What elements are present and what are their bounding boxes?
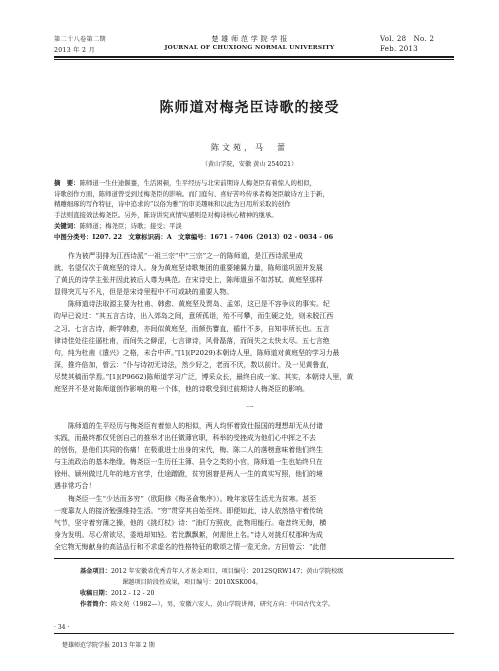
received-date: 2012 - 12 - 20 (110, 590, 155, 597)
text-line: 的创伤，是他们共同的伤痛！在极重进士出身的宋代，梅、陈二人的落榜意味着他们终生 (54, 446, 323, 455)
footer-rule (54, 633, 454, 634)
journal-volume-issue: 第二十八卷第二期 (54, 36, 106, 43)
text-line: 陈师道的生平经历与梅尧臣有着惊人的相似，两人均怀着致仕报国的理想却无从付诸 (68, 422, 323, 430)
journal-volume-en: Vol. 28 No. 2 (380, 35, 435, 43)
received-label: 收稿日期： (80, 590, 111, 597)
text-line: 庭坚并不是对陈师道创作影响的唯一个体，他的诗歌受到过前期诗人梅尧臣的影响。 (54, 385, 309, 394)
intro-text (54, 250, 454, 395)
text-line: 深，推许倍加，曾云：“仆与诗初无诗法，然少好之，老而不厌，数以前计。及一见黄鲁直， (54, 360, 334, 369)
text-line: 句，纯为杜甫《遣兴》之格，未合中声。”[1](P2029)本朝诗人里，陈师道对黄庭坚的学习力最 (54, 348, 340, 357)
keywords-label: 关键词： (54, 221, 80, 230)
text-line: 之习。七言古诗，颇学韩愈，亦间似黄庭坚，而颇伤謇直，循什不多，自知非所长也。五言 (54, 324, 330, 333)
article-affiliation: （黄山学院，安徽 黄山 254021） (201, 161, 298, 168)
article-title: 陈师道对梅尧臣诗歌的接受 (159, 100, 340, 116)
text-line: 梅尧臣一生“少达而多穷”（欧阳修《梅圣俞集序》）。晚年家居生活尤为贫寒。甚至 (68, 494, 317, 503)
text-line: 全它物无悔献身的高洁品行和不求虚名的性格特征的歌颂之情一览无余。方回曾云：“此借 (54, 542, 327, 551)
article-authors: 陈文苑，马 蕾 (211, 143, 288, 152)
text-line: 作为被严羽排为江西诗派“一祖三宗”中“三宗”之一的陈师道，是江西诗派里成 (68, 252, 303, 260)
text-line: 律诗佳处往往逼杜甫，而间失之僻涩，七言律诗，风骨磊落，而间失之太快太尽。五七言绝 (54, 336, 330, 345)
author-bio: 陈文苑（1982—），男，安徽六安人，黄山学院讲师，研究方向：中国古代文学。 (110, 601, 334, 608)
author-bio-line (80, 599, 460, 610)
header-rule-thick (54, 56, 454, 58)
text-line: 就、名望仅次于黄庭坚的诗人。身为黄庭坚诗歌集团的重要辅翼力量，陈师道巩固并发展 (54, 264, 323, 273)
abstract (54, 178, 454, 242)
abstract-line: 摘 要：陈师道一生仕途偃蹇，生活困顿，生平经历与北宋前期诗人梅尧臣有着惊人的相似， (54, 179, 317, 187)
classification-line: 中图分类号：I207. 22 文章标识码：A 文章编号：1671 - 7406（2013）02 - 0034 - 06 (54, 232, 334, 241)
header-rule-thin (54, 59, 454, 60)
text-line: 一度靠友人的接济勉强维持生活。“穷”贯穿其自始至终。即便如此，诗人依然恪守着传统 (54, 506, 323, 515)
text-line: 实践，而最终都仅凭创自己的推举才出任微薄官职，科举的受挫成为他们心中挥之不去 (54, 434, 316, 443)
received-line (80, 588, 460, 599)
page-number: · 34 · (54, 624, 70, 631)
keywords: 陈师道；梅尧臣；诗歌；接受；平淡 (79, 221, 182, 230)
journal-date-en: Feb. 2013 (380, 45, 419, 53)
footnotes (80, 566, 460, 610)
fund-line: 基金项目：2012 年安徽省优秀青年人才基金项目，项目编号：2012SQRW147；黄山学院校级 (80, 568, 344, 575)
keywords-line (54, 221, 454, 232)
fund-label: 基金项目： (80, 568, 111, 575)
text-line: 昀早已说过：“其五言古诗，出入郊岛之间，意所孤诣，殆不可攀，而生硬之处，则未脱江西 (54, 312, 334, 321)
text-line: 了黄氏的诗学主张并因此被后人尊为典范。在宋诗史上，陈师道虽不如苏轼、黄庭坚那样 (54, 276, 323, 285)
journal-name-en: JOURNAL OF CHUXIONG NORMAL UNIVERSITY (164, 45, 335, 51)
text-line: 徐州、颍州做过几年的地方官学，仕途蹭蹬，贫穷困窘是两人一生的真实写照，他们的境 (54, 470, 323, 479)
author-bio-label: 作者简介： (80, 601, 111, 608)
fund-line-cont: 课题项目阶段性成果，项目编号：2010XSK004。 (122, 579, 262, 586)
journal-name-cn: 楚 雄 师 范 学 院 学 报 (211, 35, 288, 43)
text-line: 陈师道诗法取源主要为杜甫、韩愈、黄庭坚及贾岛、孟郊，这已是不容争议的事实。纪 (68, 300, 330, 309)
text-line: 显得突兀与不凡，但是是宋诗里程中不可或缺的重要人物。 (54, 288, 234, 297)
abstract-label: 摘 要： (54, 179, 80, 187)
footer-journal: 楚雄师范学院学报 2013 年第 2 期 (62, 642, 155, 649)
footnote-rule (54, 558, 454, 559)
section-text (54, 420, 454, 553)
text-line: 遇非常巧合！ (54, 482, 96, 491)
journal-date: 2013 年 2 月 (54, 47, 95, 54)
abstract-line: 精雕细琢的写作特征，诗中追求的“以俗为雅”的审美趣味和以此为日用所采取的创作 (54, 200, 291, 209)
text-line: 与主流政治的基本绝缘。梅尧臣一生历任主簿、县令之类的小官，陈师道一生也始终只在 (54, 458, 323, 467)
section-number: 一 (245, 403, 254, 412)
text-line: 身为发明。尽心常欲尽，委地却知轻。若比飘飘絮，何需世上名。”诗人对挑灯杖那种为成 (54, 530, 323, 539)
text-line: 气节，坚守着穷薄之操，他的《挑灯杖》诗：“油灯方照夜，此物用能行。奄昔终无侮，横 (54, 518, 327, 527)
abstract-line: 诗歌创作方面，陈师道曾受到过梅尧臣的影响。而门庭句、喜好苦吟传承者梅尧臣敏诗方主于新， (54, 189, 329, 198)
abstract-line: 手法则直接效法梅尧臣。另外，陈诗讲究真情实感则是对梅诗核心精神的继承。 (54, 211, 278, 220)
text-line: 尽焚其稿而学焉。”[1](P9662)陈师道学习广泛，博采众长，最终自成一家。其实，本朝诗人里，黄 (54, 372, 354, 381)
